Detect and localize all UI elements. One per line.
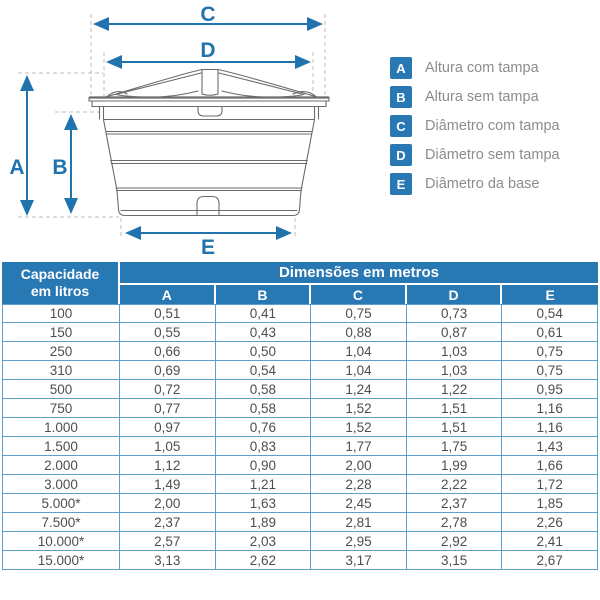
table-row bbox=[2, 456, 598, 475]
dimension-cell-a: 0,66 bbox=[120, 342, 216, 361]
dimension-cell-b: 1,89 bbox=[216, 513, 312, 532]
dimension-label-e: E bbox=[200, 236, 216, 259]
capacity-header: Capacidade em litros bbox=[2, 262, 120, 304]
legend-label: Diâmetro sem tampa bbox=[425, 147, 560, 163]
capacity-cell: 750 bbox=[2, 399, 120, 418]
dimension-cell-c: 0,75 bbox=[311, 304, 407, 323]
dimension-cell-e: 2,67 bbox=[502, 551, 598, 570]
legend-label: Diâmetro com tampa bbox=[425, 118, 560, 134]
dimension-cell-b: 0,76 bbox=[216, 418, 312, 437]
capacity-cell: 250 bbox=[2, 342, 120, 361]
dimension-cell-a: 3,13 bbox=[120, 551, 216, 570]
dimension-cell-a: 0,55 bbox=[120, 323, 216, 342]
table-header bbox=[2, 262, 598, 304]
table-row bbox=[2, 551, 598, 570]
dimension-cell-c: 0,88 bbox=[311, 323, 407, 342]
column-header-d: D bbox=[407, 285, 503, 304]
dimension-cell-c: 1,52 bbox=[311, 399, 407, 418]
column-header-b: B bbox=[216, 285, 312, 304]
dimension-cell-e: 0,61 bbox=[502, 323, 598, 342]
legend-item-a bbox=[390, 57, 560, 79]
legend-item-c bbox=[390, 115, 560, 137]
column-header-e: E bbox=[502, 285, 598, 304]
table-row bbox=[2, 475, 598, 494]
dimension-cell-e: 0,75 bbox=[502, 342, 598, 361]
capacity-cell: 1.500 bbox=[2, 437, 120, 456]
dimension-label-d: D bbox=[200, 39, 216, 62]
dimension-cell-a: 0,51 bbox=[120, 304, 216, 323]
dimension-cell-d: 2,78 bbox=[407, 513, 503, 532]
legend-label: Altura sem tampa bbox=[425, 89, 539, 105]
dimension-cell-d: 3,15 bbox=[407, 551, 503, 570]
dimension-cell-c: 2,95 bbox=[311, 532, 407, 551]
dimension-cell-e: 1,16 bbox=[502, 399, 598, 418]
dimension-cell-b: 0,58 bbox=[216, 399, 312, 418]
dimension-cell-d: 1,75 bbox=[407, 437, 503, 456]
dimension-cell-d: 1,03 bbox=[407, 361, 503, 380]
dimensions-header: Dimensões em metros bbox=[120, 262, 598, 285]
table-row bbox=[2, 513, 598, 532]
dimension-cell-c: 1,04 bbox=[311, 342, 407, 361]
dimension-cell-a: 1,12 bbox=[120, 456, 216, 475]
dimension-cell-c: 2,45 bbox=[311, 494, 407, 513]
dimension-cell-a: 1,05 bbox=[120, 437, 216, 456]
capacity-cell: 7.500* bbox=[2, 513, 120, 532]
dimension-arrow-d bbox=[108, 39, 309, 62]
dimension-cell-b: 1,21 bbox=[216, 475, 312, 494]
dimension-cell-a: 2,57 bbox=[120, 532, 216, 551]
table-row bbox=[2, 399, 598, 418]
dimension-cell-e: 1,16 bbox=[502, 418, 598, 437]
dimension-cell-b: 0,43 bbox=[216, 323, 312, 342]
legend-label: Diâmetro da base bbox=[425, 176, 540, 192]
dimension-cell-e: 1,72 bbox=[502, 475, 598, 494]
dimension-cell-e: 0,95 bbox=[502, 380, 598, 399]
dimension-arrow-e bbox=[127, 233, 290, 259]
dimension-cell-e: 2,41 bbox=[502, 532, 598, 551]
table-row bbox=[2, 380, 598, 399]
dimension-cell-b: 2,03 bbox=[216, 532, 312, 551]
dimension-cell-d: 1,51 bbox=[407, 399, 503, 418]
dimension-cell-c: 2,81 bbox=[311, 513, 407, 532]
table-row bbox=[2, 323, 598, 342]
legend-key-badge: B bbox=[390, 86, 412, 108]
dimension-cell-b: 0,83 bbox=[216, 437, 312, 456]
tank-technical-drawing bbox=[0, 0, 385, 262]
capacity-cell: 1.000 bbox=[2, 418, 120, 437]
dimension-cell-c: 1,04 bbox=[311, 361, 407, 380]
dimension-cell-e: 1,66 bbox=[502, 456, 598, 475]
dimension-label-c: C bbox=[200, 3, 216, 26]
dimension-cell-d: 2,37 bbox=[407, 494, 503, 513]
table-row bbox=[2, 361, 598, 380]
dimension-cell-e: 1,85 bbox=[502, 494, 598, 513]
dimension-arrow-a bbox=[9, 77, 27, 214]
dimension-cell-b: 0,90 bbox=[216, 456, 312, 475]
capacity-cell: 500 bbox=[2, 380, 120, 399]
legend-key-badge: D bbox=[390, 144, 412, 166]
tank-diagram-section bbox=[0, 0, 600, 262]
dimension-cell-d: 1,03 bbox=[407, 342, 503, 361]
dimension-cell-c: 3,17 bbox=[311, 551, 407, 570]
legend-label: Altura com tampa bbox=[425, 60, 539, 76]
dimension-cell-b: 1,63 bbox=[216, 494, 312, 513]
table-row bbox=[2, 494, 598, 513]
legend-item-d bbox=[390, 144, 560, 166]
dimension-cell-e: 1,43 bbox=[502, 437, 598, 456]
dimension-cell-a: 1,49 bbox=[120, 475, 216, 494]
dimension-cell-e: 2,26 bbox=[502, 513, 598, 532]
dimension-cell-d: 1,51 bbox=[407, 418, 503, 437]
column-header-c: C bbox=[311, 285, 407, 304]
legend-key-badge: A bbox=[390, 57, 412, 79]
table-body bbox=[2, 304, 598, 570]
dimension-cell-c: 1,24 bbox=[311, 380, 407, 399]
dimension-cell-c: 1,77 bbox=[311, 437, 407, 456]
column-header-a: A bbox=[120, 285, 216, 304]
dimension-cell-b: 0,54 bbox=[216, 361, 312, 380]
capacity-cell: 5.000* bbox=[2, 494, 120, 513]
dimension-cell-e: 0,54 bbox=[502, 304, 598, 323]
dimension-cell-a: 0,97 bbox=[120, 418, 216, 437]
table-row bbox=[2, 342, 598, 361]
dimension-arrow-c bbox=[95, 3, 321, 26]
capacity-cell: 310 bbox=[2, 361, 120, 380]
dimension-cell-c: 1,52 bbox=[311, 418, 407, 437]
dimension-cell-d: 2,22 bbox=[407, 475, 503, 494]
dimension-cell-b: 0,41 bbox=[216, 304, 312, 323]
dimension-cell-d: 0,73 bbox=[407, 304, 503, 323]
dimension-cell-d: 0,87 bbox=[407, 323, 503, 342]
capacity-cell: 2.000 bbox=[2, 456, 120, 475]
dimension-cell-a: 2,37 bbox=[120, 513, 216, 532]
dimension-label-b: B bbox=[52, 156, 68, 179]
dimensions-table bbox=[2, 262, 598, 570]
dimension-cell-a: 0,69 bbox=[120, 361, 216, 380]
dimension-cell-a: 2,00 bbox=[120, 494, 216, 513]
dimension-cell-b: 2,62 bbox=[216, 551, 312, 570]
dimension-label-a: A bbox=[9, 156, 25, 179]
capacity-cell: 150 bbox=[2, 323, 120, 342]
table-row bbox=[2, 304, 598, 323]
capacity-cell: 3.000 bbox=[2, 475, 120, 494]
dimension-cell-c: 2,00 bbox=[311, 456, 407, 475]
extension-dashed-lines bbox=[18, 14, 325, 239]
legend-item-b bbox=[390, 86, 560, 108]
legend-item-e bbox=[390, 173, 560, 195]
table-row bbox=[2, 437, 598, 456]
dimension-cell-a: 0,72 bbox=[120, 380, 216, 399]
dimension-cell-b: 0,50 bbox=[216, 342, 312, 361]
dimension-cell-c: 2,28 bbox=[311, 475, 407, 494]
dimension-arrow-b bbox=[52, 116, 71, 212]
tank-line-art bbox=[89, 70, 329, 216]
dimension-cell-a: 0,77 bbox=[120, 399, 216, 418]
legend-key-badge: E bbox=[390, 173, 412, 195]
capacity-cell: 10.000* bbox=[2, 532, 120, 551]
dimension-cell-d: 1,99 bbox=[407, 456, 503, 475]
dimension-legend bbox=[390, 57, 560, 202]
legend-key-badge: C bbox=[390, 115, 412, 137]
capacity-cell: 100 bbox=[2, 304, 120, 323]
table-row bbox=[2, 532, 598, 551]
table-row bbox=[2, 418, 598, 437]
dimension-cell-d: 1,22 bbox=[407, 380, 503, 399]
dimension-cell-d: 2,92 bbox=[407, 532, 503, 551]
dimension-cell-b: 0,58 bbox=[216, 380, 312, 399]
capacity-cell: 15.000* bbox=[2, 551, 120, 570]
dimension-cell-e: 0,75 bbox=[502, 361, 598, 380]
